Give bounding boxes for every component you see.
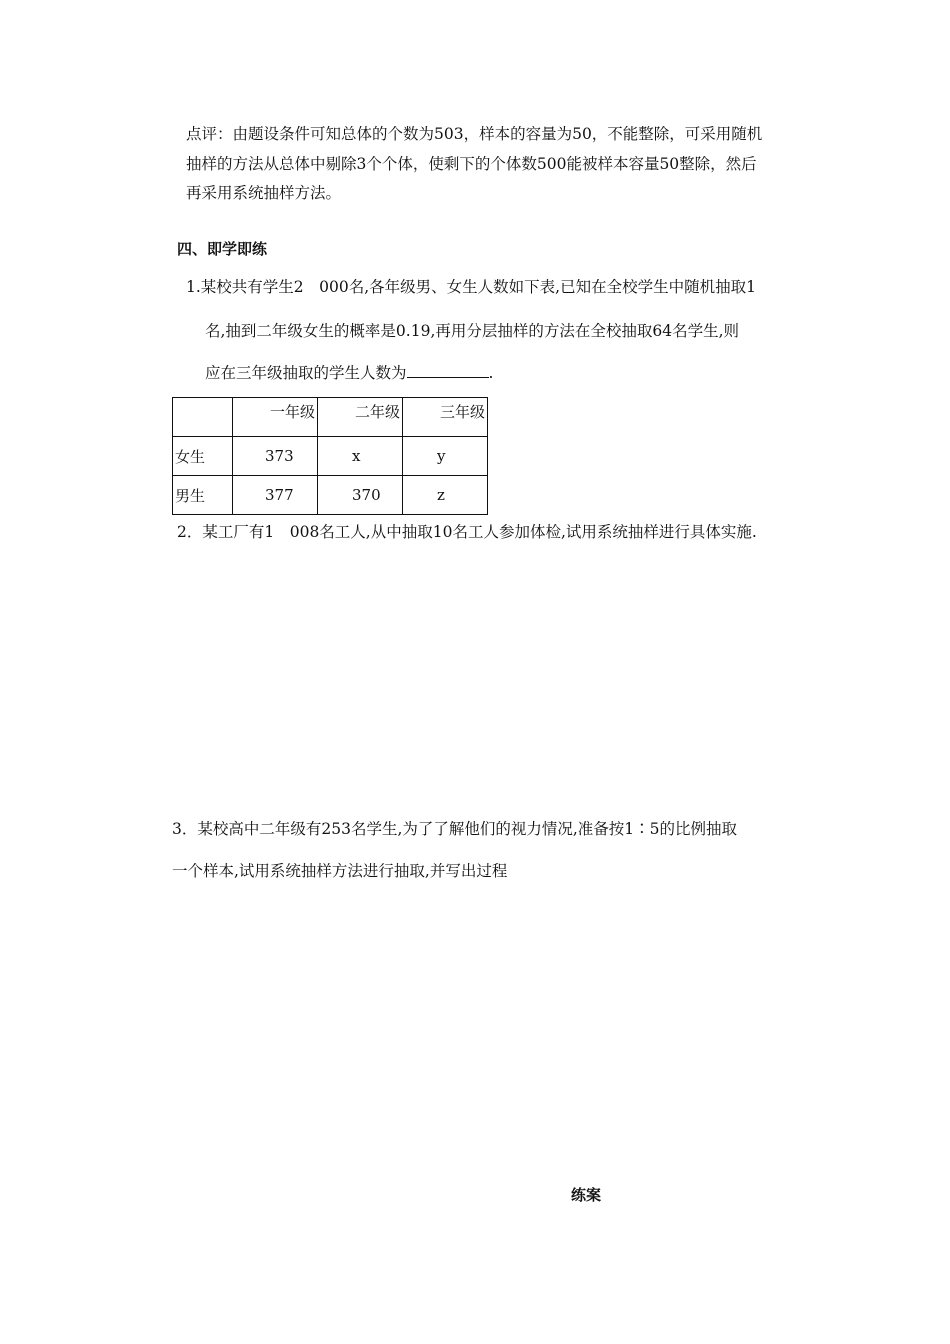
table-cell-text: x [352, 447, 361, 465]
footer-title: 练案 [571, 1186, 602, 1204]
table-row-label: 女生 [173, 437, 233, 476]
table-cell-text: z [437, 486, 445, 504]
table-row-label: 男生 [173, 476, 233, 515]
table-row [173, 437, 488, 476]
table-header-cell [403, 398, 488, 437]
comment-line-3: 再采用系统抽样方法。 [186, 184, 342, 202]
answer-blank[interactable] [407, 363, 489, 378]
table-cell [233, 476, 318, 515]
question-1-line-3 [205, 363, 493, 383]
question-1-line-2: 名,抽到二年级女生的概率是0.19,再用分层抽样的方法在全校抽取64名学生,则 [205, 322, 740, 340]
comment-line-1: 点评：由题设条件可知总体的个数为503，样本的容量为50，不能整除，可采用随机 [186, 125, 763, 143]
table-cell-text: 377 [265, 486, 294, 504]
table-cell [403, 476, 488, 515]
comment-line-2: 抽样的方法从总体中剔除3个个体，使剩下的个体数500能被样本容量50整除，然后 [186, 155, 757, 173]
section-title: 四、即学即练 [177, 240, 268, 258]
table-row [173, 476, 488, 515]
question-2: 2．某工厂有1 008名工人,从中抽取10名工人参加体检,试用系统抽样进行具体实施. [177, 523, 757, 541]
table-header-cell [173, 398, 233, 437]
table-header-row [173, 398, 488, 437]
table-cell [403, 437, 488, 476]
table-header-text: 三年级 [439, 403, 485, 421]
table-header-cell [233, 398, 318, 437]
table-header-cell [318, 398, 403, 437]
grade-gender-table [172, 397, 488, 515]
table-cell-text: y [437, 447, 446, 465]
table-cell [233, 437, 318, 476]
table-header-text: 二年级 [354, 403, 400, 421]
table-cell [318, 476, 403, 515]
table-cell [318, 437, 403, 476]
table-cell-text: 373 [265, 447, 294, 465]
question-1-line-3-end: . [488, 364, 494, 382]
table-header-text: 一年级 [269, 403, 315, 421]
question-1-line-3-text: 应在三年级抽取的学生人数为 [205, 364, 407, 382]
table-cell-text: 370 [352, 486, 381, 504]
question-3-line-1: 3．某校高中二年级有253名学生,为了了解他们的视力情况,准备按1∶5的比例抽取 [172, 820, 738, 838]
question-3-line-2: 一个样本,试用系统抽样方法进行抽取,并写出过程 [172, 862, 508, 880]
question-1-line-1: 1.某校共有学生2 000名,各年级男、女生人数如下表,已知在全校学生中随机抽取1 [186, 278, 756, 296]
